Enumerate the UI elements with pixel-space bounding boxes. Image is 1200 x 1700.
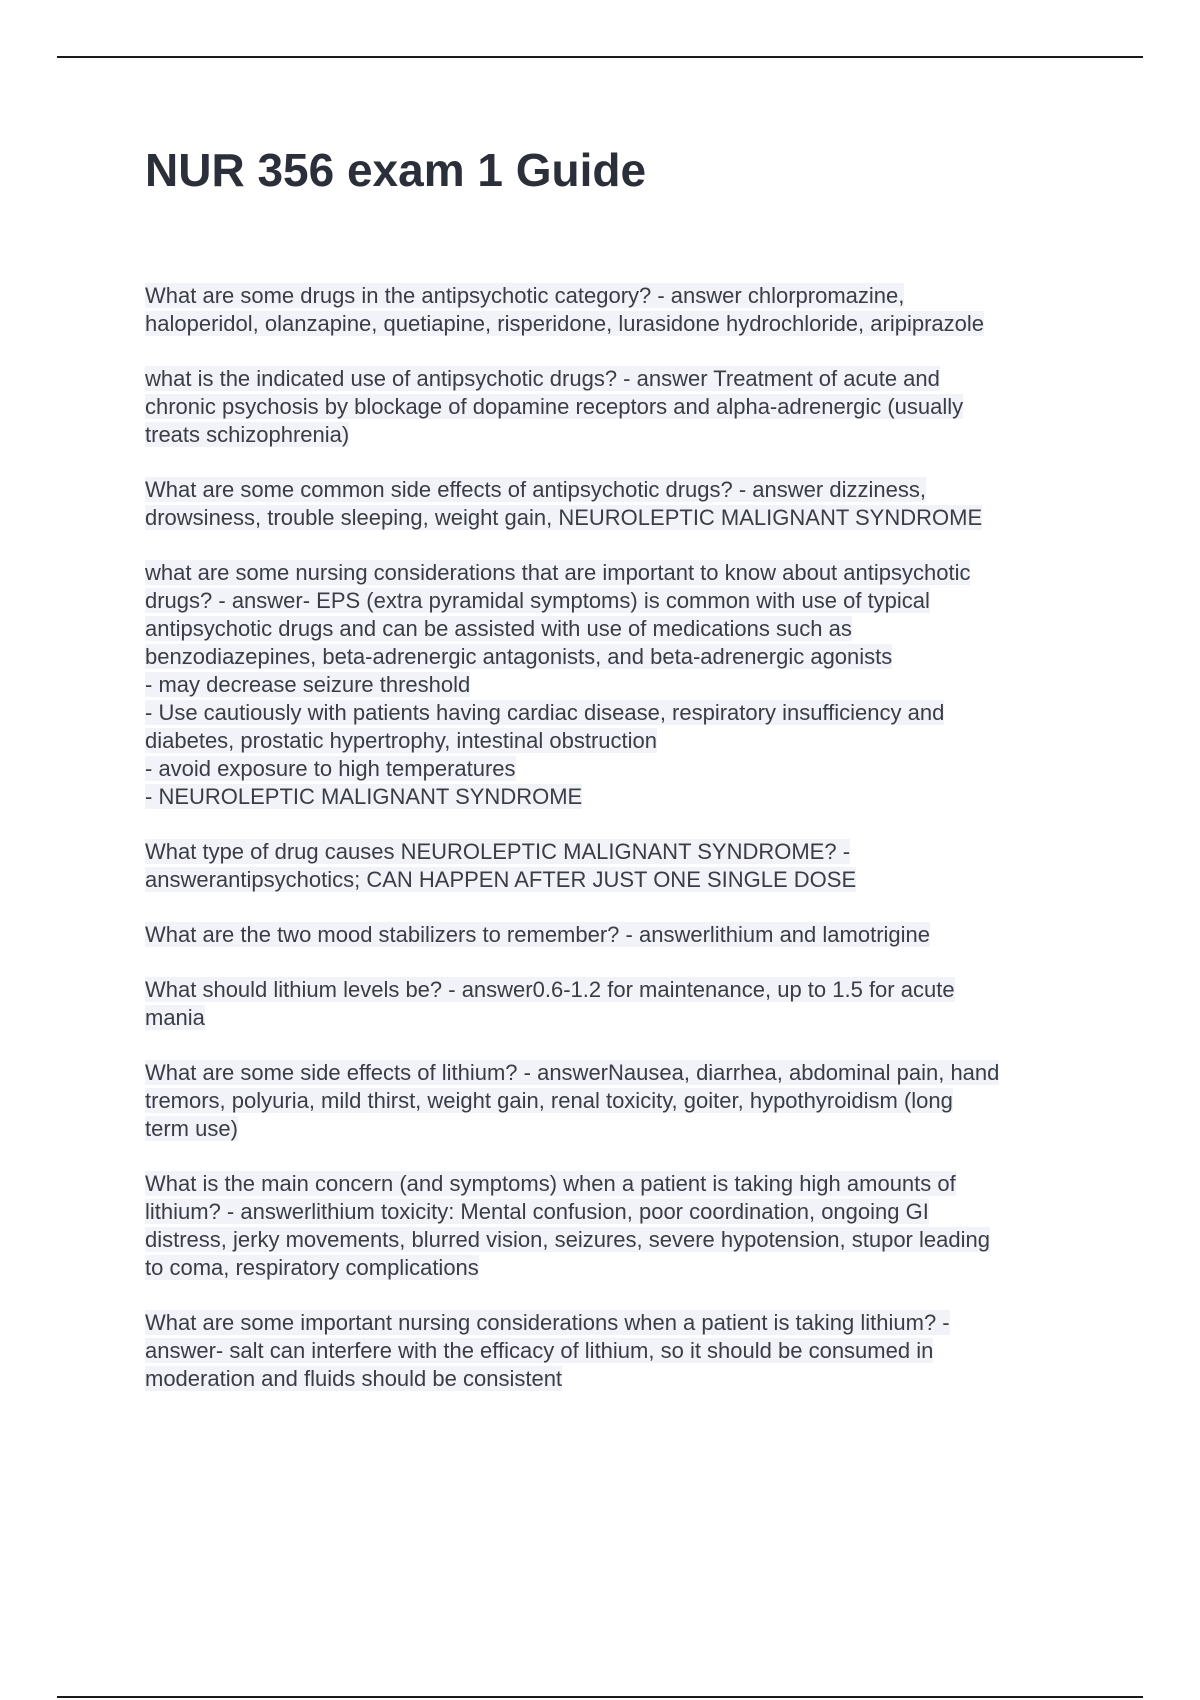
qa-line-text: What type of drug causes NEUROLEPTIC MALIGNANT SYNDROME? - bbox=[145, 839, 851, 864]
qa-line-text: - avoid exposure to high temperatures bbox=[145, 756, 516, 781]
qa-item bbox=[145, 921, 1095, 949]
qa-line-text: answerantipsychotics; CAN HAPPEN AFTER JUST ONE SINGLE DOSE bbox=[145, 867, 857, 892]
qa-line bbox=[145, 643, 1095, 671]
qa-line-text: chronic psychosis by blockage of dopamine receptors and alpha-adrenergic (usually bbox=[145, 394, 964, 419]
qa-item bbox=[145, 1059, 1095, 1143]
qa-line-text: benzodiazepines, beta-adrenergic antagonists, and beta-adrenergic agonists bbox=[145, 644, 893, 669]
qa-line bbox=[145, 1337, 1095, 1365]
qa-line-text: What are some drugs in the antipsychotic category? - answer chlorpromazine, bbox=[145, 283, 905, 308]
qa-item bbox=[145, 838, 1095, 894]
qa-line bbox=[145, 1115, 1095, 1143]
qa-line bbox=[145, 393, 1095, 421]
qa-line-text: what is the indicated use of antipsychotic drugs? - answer Treatment of acute and bbox=[145, 366, 940, 391]
qa-line bbox=[145, 783, 1095, 811]
qa-line bbox=[145, 421, 1095, 449]
qa-line bbox=[145, 282, 1095, 310]
qa-line bbox=[145, 921, 1095, 949]
qa-line bbox=[145, 699, 1095, 727]
qa-line-text: antipsychotic drugs and can be assisted with use of medications such as bbox=[145, 616, 852, 641]
qa-line bbox=[145, 559, 1095, 587]
bottom-rule bbox=[57, 1696, 1143, 1698]
qa-line bbox=[145, 1087, 1095, 1115]
qa-item bbox=[145, 282, 1095, 338]
qa-item bbox=[145, 1170, 1095, 1282]
qa-item bbox=[145, 365, 1095, 449]
qa-line bbox=[145, 866, 1095, 894]
qa-line bbox=[145, 1170, 1095, 1198]
qa-line bbox=[145, 671, 1095, 699]
qa-line-text: What are the two mood stabilizers to remember? - answerlithium and lamotrigine bbox=[145, 922, 930, 947]
qa-line-text: to coma, respiratory complications bbox=[145, 1255, 479, 1280]
qa-line-text: answer- salt can interfere with the efficacy of lithium, so it should be consumed in bbox=[145, 1338, 934, 1363]
qa-line bbox=[145, 1254, 1095, 1282]
qa-line bbox=[145, 838, 1095, 866]
qa-line-text: term use) bbox=[145, 1116, 238, 1141]
qa-line bbox=[145, 727, 1095, 755]
qa-line-text: what are some nursing considerations that are important to know about antipsychotic bbox=[145, 560, 971, 585]
qa-line-text: diabetes, prostatic hypertrophy, intestinal obstruction bbox=[145, 728, 657, 753]
qa-line-text: tremors, polyuria, mild thirst, weight gain, renal toxicity, goiter, hypothyroidism (long bbox=[145, 1088, 953, 1113]
qa-line-text: haloperidol, olanzapine, quetiapine, risperidone, lurasidone hydrochloride, aripiprazole bbox=[145, 311, 984, 336]
qa-line bbox=[145, 1059, 1095, 1087]
qa-line bbox=[145, 1198, 1095, 1226]
qa-line-text: - Use cautiously with patients having cardiac disease, respiratory insufficiency and bbox=[145, 700, 945, 725]
qa-line bbox=[145, 1004, 1095, 1032]
qa-item bbox=[145, 476, 1095, 532]
qa-line bbox=[145, 615, 1095, 643]
qa-line-text: distress, jerky movements, blurred vision, seizures, severe hypotension, stupor leading bbox=[145, 1227, 990, 1252]
qa-list bbox=[145, 282, 1095, 1420]
qa-line bbox=[145, 1226, 1095, 1254]
qa-line-text: - NEUROLEPTIC MALIGNANT SYNDROME bbox=[145, 784, 583, 809]
qa-line bbox=[145, 976, 1095, 1004]
qa-item bbox=[145, 1309, 1095, 1393]
qa-line-text: moderation and fluids should be consistent bbox=[145, 1366, 563, 1391]
qa-line bbox=[145, 1309, 1095, 1337]
qa-item bbox=[145, 559, 1095, 811]
page-title: NUR 356 exam 1 Guide bbox=[145, 144, 647, 196]
qa-line-text: treats schizophrenia) bbox=[145, 422, 350, 447]
qa-item bbox=[145, 976, 1095, 1032]
qa-line-text: lithium? - answerlithium toxicity: Mental confusion, poor coordination, ongoing GI bbox=[145, 1199, 929, 1224]
qa-line-text: What are some side effects of lithium? - answerNausea, diarrhea, abdominal pain, hand bbox=[145, 1060, 1000, 1085]
qa-line-text: What is the main concern (and symptoms) when a patient is taking high amounts of bbox=[145, 1171, 956, 1196]
qa-line bbox=[145, 587, 1095, 615]
qa-line-text: drugs? - answer- EPS (extra pyramidal symptoms) is common with use of typical bbox=[145, 588, 930, 613]
qa-line-text: What are some important nursing considerations when a patient is taking lithium? - bbox=[145, 1310, 950, 1335]
qa-line bbox=[145, 755, 1095, 783]
qa-line bbox=[145, 310, 1095, 338]
qa-line-text: mania bbox=[145, 1005, 205, 1030]
qa-line-text: drowsiness, trouble sleeping, weight gain, NEUROLEPTIC MALIGNANT SYNDROME bbox=[145, 505, 983, 530]
qa-line bbox=[145, 365, 1095, 393]
top-rule bbox=[57, 56, 1143, 58]
qa-line-text: - may decrease seizure threshold bbox=[145, 672, 471, 697]
qa-line bbox=[145, 476, 1095, 504]
qa-line-text: What should lithium levels be? - answer0.6-1.2 for maintenance, up to 1.5 for acute bbox=[145, 977, 955, 1002]
qa-line bbox=[145, 504, 1095, 532]
qa-line-text: What are some common side effects of antipsychotic drugs? - answer dizziness, bbox=[145, 477, 926, 502]
qa-line bbox=[145, 1365, 1095, 1393]
